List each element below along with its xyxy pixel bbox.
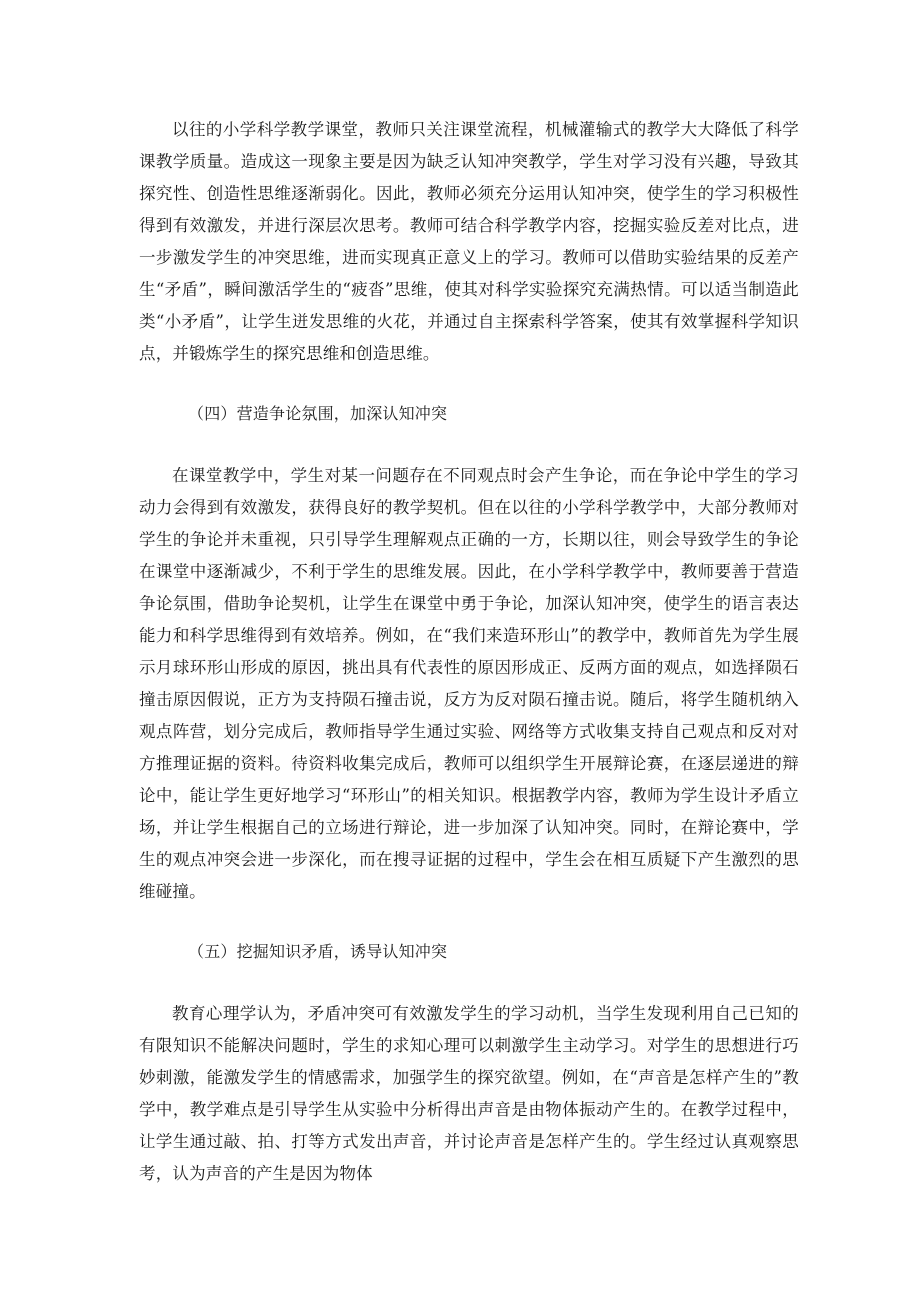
spacer	[139, 370, 799, 398]
document-page	[139, 114, 799, 1190]
section-heading-5: （五）挖掘知识矛盾，诱导认知冲突	[188, 942, 448, 961]
paragraph-cognitive-conflict-intro: 以往的小学科学教学课堂，教师只关注课堂流程，机械灌输式的教学大大降低了科学课教学质量。造成这一现象主要是因为缺乏认知冲突教学，学生对学习没有兴趣，导致其探究性、创造性思维逐渐弱化。因此，教师必须充分运用认知冲突，使学生的学习积极性得到有效激发，并进行深层次思考。教师可结合科学教学内容，挖掘实验反差对比点，进一步激发学生的冲突思维，进而实现真正意义上的学习。教师可以借助实验结果的反差产生“矛盾”，瞬间激活学生的“疲沓”思维，使其对科学实验探究充满热情。可以适当制造此类“小矛盾”，让学生迸发思维的火花，并通过自主探索科学答案，使其有效掌握科学知识点，并锻炼学生的探究思维和创造思维。	[139, 120, 799, 363]
paragraph-debate-atmosphere: 在课堂教学中，学生对某一问题存在不同观点时会产生争论，而在争论中学生的学习动力会得到有效激发，获得良好的教学契机。但在以往的小学科学教学中，大部分教师对学生的争论并未重视，只引导学生理解观点正确的一方，长期以往，则会导致学生的争论在课堂中逐渐减少，不利于学生的思维发展。因此，在小学科学教学中，教师要善于营造争论氛围，借助争论契机，让学生在课堂中勇于争论，加深认知冲突，使学生的语言表达能力和科学思维得到有效培养。例如，在“我们来造环形山”的教学中，教师首先为学生展示月球环形山形成的原因，挑出具有代表性的原因形成正、反两方面的观点，如选择陨石撞击原因假说，正方为支持陨石撞击说，反方为反对陨石撞击说。随后，将学生随机纳入观点阵营，划分完成后，教师指导学生通过实验、网络等方式收集支持自己观点和反对对方推理证据的资料。待资料收集完成后，教师可以组织学生开展辩论赛，在逐层递进的辩论中，能让学生更好地学习“环形山”的相关知识。根据教学内容，教师为学生设计矛盾立场，并让学生根据自己的立场进行辩论，进一步加深了认知冲突。同时，在辩论赛中，学生的观点冲突会进一步深化，而在搜寻证据的过程中，学生会在相互质疑下产生激烈的思维碰撞。	[139, 466, 799, 901]
paragraph-knowledge-contradiction: 教育心理学认为，矛盾冲突可有效激发学生的学习动机，当学生发现利用自己已知的有限知识不能解决问题时，学生的求知心理可以刺激学生主动学习。对学生的思想进行巧妙刺激，能激发学生的情感需求，加强学生的探究欲望。例如，在“声音是怎样产生的”教学中，教学难点是引导学生从实验中分析得出声音是由物体振动产生的。在教学过程中，让学生通过敲、拍、打等方式发出声音，并讨论声音是怎样产生的。学生经过认真观察思考，认为声音的产生是因为物体	[139, 1004, 799, 1183]
spacer	[139, 430, 799, 460]
section-heading-4: （四）营造争论氛围，加深认知冲突	[188, 404, 448, 423]
spacer	[139, 908, 799, 936]
spacer	[139, 968, 799, 998]
